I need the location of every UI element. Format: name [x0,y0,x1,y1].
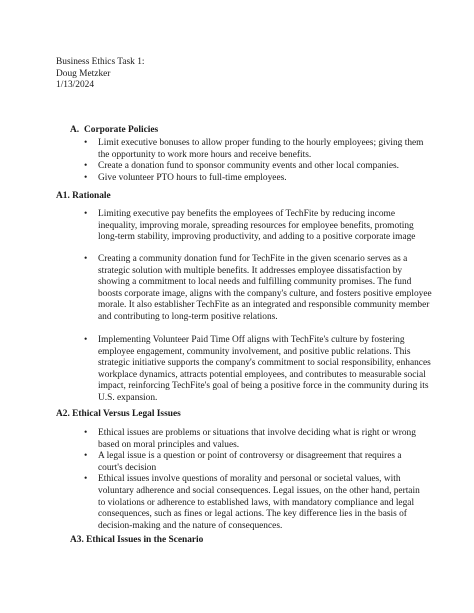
author-name: Doug Metzker [56,68,111,79]
section-a-heading [70,125,158,137]
bullet-icon: • [84,335,88,345]
section-a3-heading: A3. Ethical Issues in the Scenario [70,535,204,545]
bullet-icon: • [84,209,88,219]
section-a-list [84,138,428,184]
rationale-paragraph: • Creating a community donation fund for TechFite in the given scenario serves as a strategic solution with multiple benefits. It addresses employee dissatisfaction by showing a commitment to local needs and fulfilling community promises. The fund boosts corporate image, aligns with the company's culture, and fosters positive employee morale. It also establisher TechFite as an integrated and responsible community member and contributing to long-term positive relations. [84,254,432,322]
rationale-paragraph: • Implementing Volunteer Paid Time Off aligns with TechFite's culture by fostering employee engagement, community involvement, and positive public relations. This strategic initiative supports the company's commitment to social responsibility, enhances workplace dynamics, attracts potential employees, and contributes to measurable social impact, reinforcing TechFite's goal of being a positive force in the community during its U.S. expansion. [84,335,431,403]
section-a2-list [84,428,428,532]
bullet-icon: • [84,161,88,172]
document-header [56,57,145,92]
list-item: • Ethical issues involve questions of morality and personal or societal values, with voluntary adherence and social consequences. Legal issues, on the other hand, pertain to violations or adherence to established laws, with mandatory compliance and legal consequences, such as fines or legal actions. The key difference lies in the basis of decision-making and the nature of consequences. [84,474,420,531]
bullet-icon: • [84,138,88,148]
bullet-icon: • [84,254,88,264]
section-a-letter: A. [70,125,80,135]
list-item: • Ethical issues are problems or situations that involve deciding what is right or wrong based on moral principles and values. [84,428,416,450]
list-item: • A legal issue is a question or point of controversy or disagreement that requires a court's decision [84,451,402,473]
section-a2-heading: A2. Ethical Versus Legal Issues [56,409,181,419]
section-a1-heading: A1. Rationale [56,191,111,201]
bullet-icon: • [84,428,88,438]
list-item: • Give volunteer PTO hours to full-time employees. [84,172,287,183]
rationale-paragraph: • Limiting executive pay benefits the employees of TechFite by reducing income inequality, improving morale, spreading resources for employee benefits, promoting long-term stability, improving productivity, and adding to a positive corporate image [84,209,416,243]
bullet-icon: • [84,474,88,485]
bullet-icon: • [84,172,88,183]
list-item: • Limit executive bonuses to allow proper funding to the hourly employees; giving them the opportunity to work more hours and receive benefits. [84,138,424,160]
document-date: 1/13/2024 [56,80,95,91]
bullet-icon: • [84,451,88,462]
list-item: • Create a donation fund to sponsor community events and other local companies. [84,161,399,172]
document-title: Business Ethics Task 1: [56,57,145,67]
section-a-title: Corporate Policies [84,125,159,135]
